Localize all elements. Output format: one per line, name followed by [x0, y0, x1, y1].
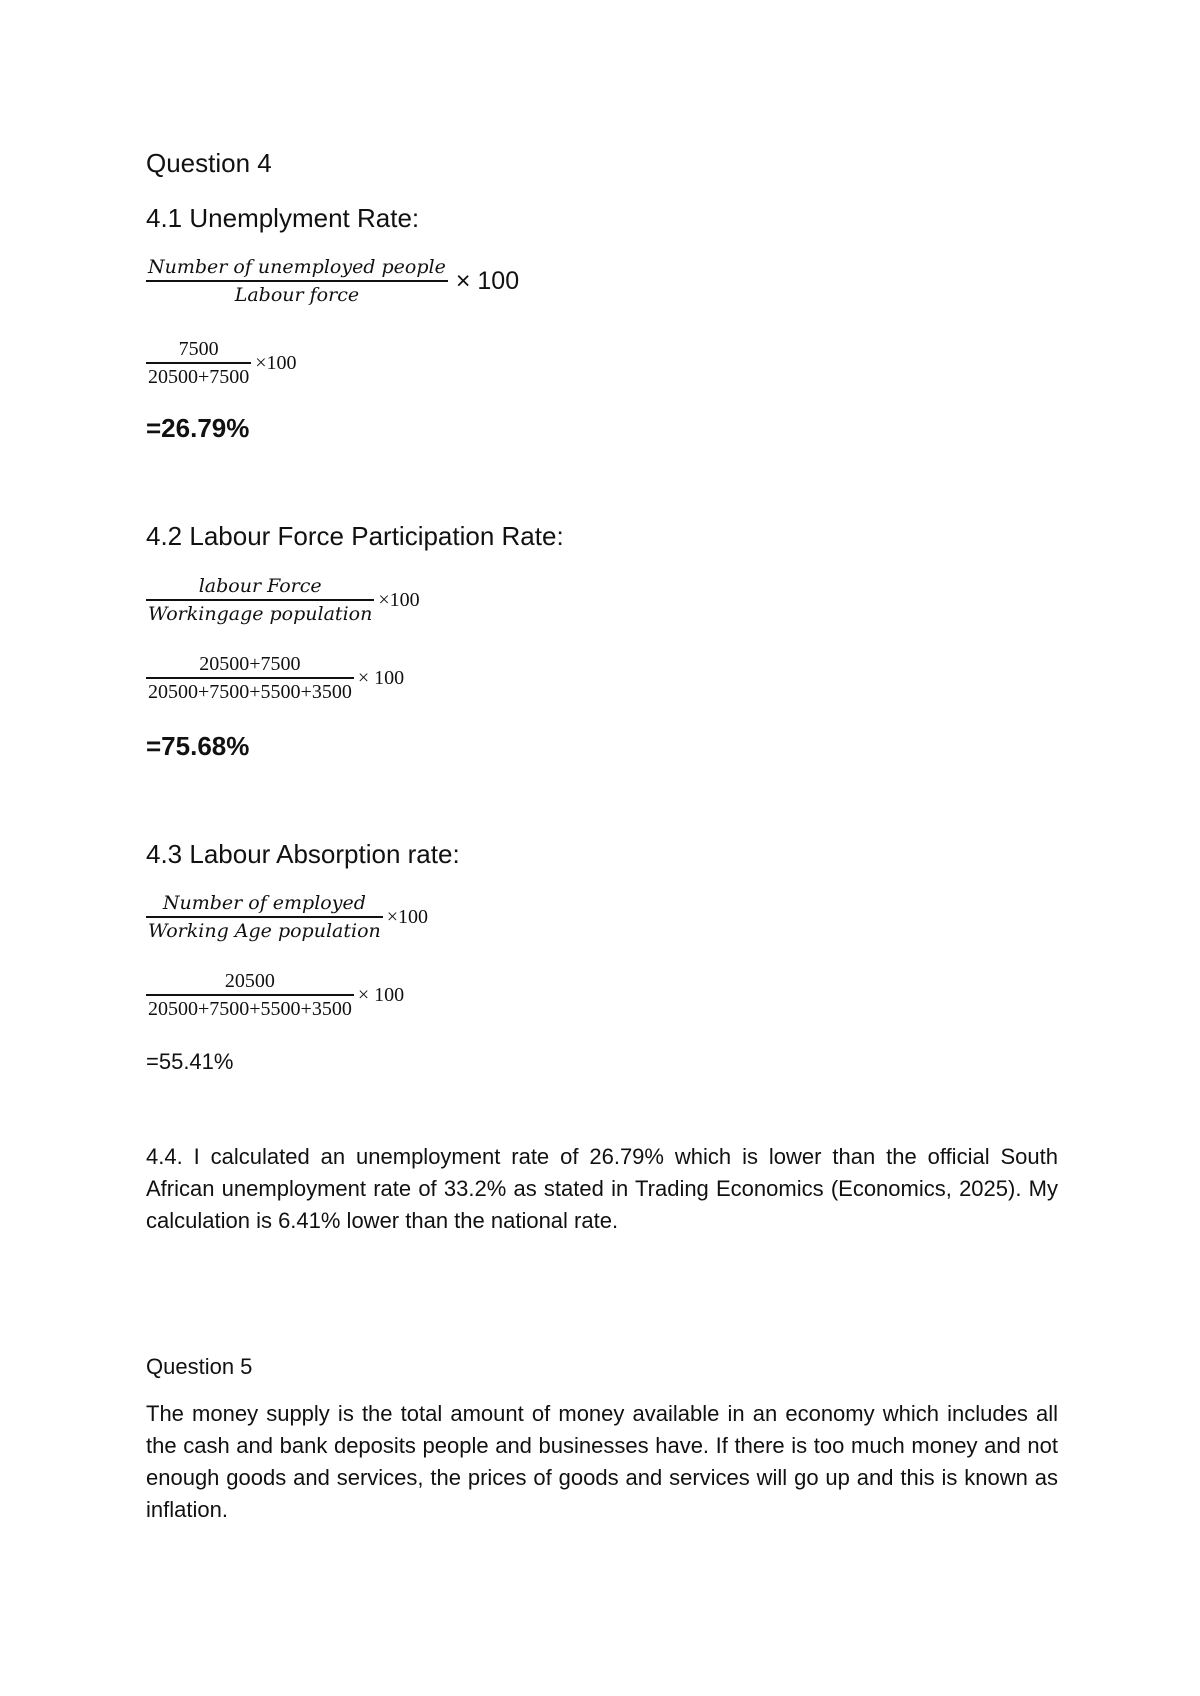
unemployment-formula: [146, 254, 519, 308]
section-4-2-heading: 4.2 Labour Force Participation Rate:: [146, 521, 564, 551]
unemployment-rate-result: =26.79%: [146, 413, 250, 443]
section-4-4-paragraph: 4.4. I calculated an unemployment rate of 26.79% which is lower than the official South African unemployment rate of 33.2% as stated in Trading Economics (Economics, 2025). My calculation is 6.41% lower than the national rate.: [146, 1144, 1058, 1233]
calc-denominator: 20500+7500+5500+3500: [148, 681, 352, 703]
calc-multiplier: ×100: [255, 351, 297, 374]
formula-multiplier: ×100: [378, 588, 420, 611]
absorption-rate-result: =55.41%: [146, 1049, 234, 1074]
participation-calculation: [146, 651, 404, 705]
formula-denominator: Working Age population: [148, 920, 381, 942]
question-5-paragraph: The money supply is the total amount of money available in an economy which includes all the cash and bank deposits people and businesses have. If there is too much money and not enough goods and services, the prices of goods and services will go up and this is known as inflation.: [146, 1401, 1058, 1522]
formula-multiplier: × 100: [455, 267, 520, 295]
participation-rate-result: =75.68%: [146, 731, 250, 761]
absorption-formula: [146, 890, 428, 944]
question-4-title: Question 4: [146, 148, 272, 178]
formula-numerator: Number of unemployed people: [148, 256, 446, 278]
formula-numerator: Number of employed: [162, 892, 366, 914]
calc-multiplier: × 100: [357, 983, 405, 1006]
calc-numerator: 20500+7500: [199, 653, 301, 675]
formula-numerator: labour Force: [198, 575, 322, 597]
formula-denominator: Labour force: [234, 284, 360, 306]
section-4-1-heading: 4.1 Unemplyment Rate:: [146, 203, 420, 233]
absorption-calculation: [146, 968, 404, 1022]
section-4-3-heading: 4.3 Labour Absorption rate:: [146, 839, 460, 869]
formula-multiplier: ×100: [386, 905, 429, 928]
calc-denominator: 20500+7500+5500+3500: [148, 998, 352, 1020]
question-5-title: Question 5: [146, 1354, 253, 1379]
formula-denominator: Workingage population: [148, 603, 373, 625]
calc-numerator: 7500: [178, 338, 219, 360]
participation-formula: [146, 573, 420, 627]
calc-numerator: 20500: [224, 970, 275, 992]
unemployment-calculation: [146, 336, 297, 390]
calc-denominator: 20500+7500: [148, 366, 250, 388]
calc-multiplier: × 100: [357, 666, 405, 689]
